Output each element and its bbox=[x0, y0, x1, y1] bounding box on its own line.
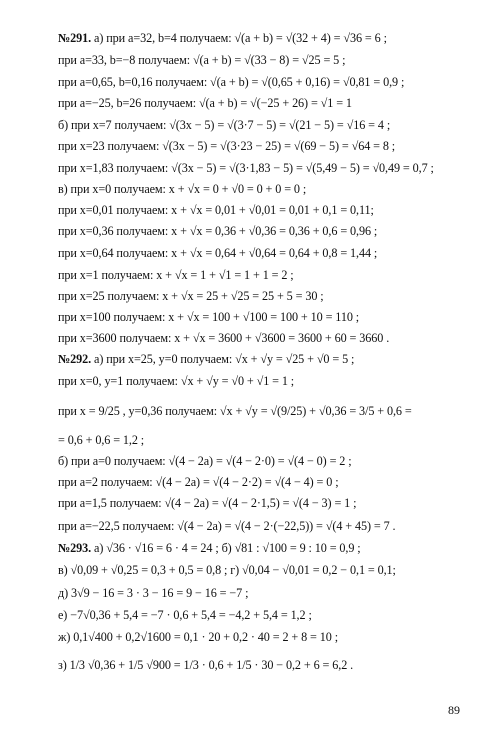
line-291v-6 bbox=[58, 288, 478, 304]
line-text: а) √36 · √16 = 6 · 4 = 24 ; б) √81 : √100 = 9 : 10 = 0,9 ; bbox=[91, 541, 361, 555]
line-291b bbox=[58, 117, 478, 133]
line-text: при x=1,83 получаем: √(3x − 5) = √(3·1,83 − 5) = √(5,49 − 5) = √0,49 = 0,7 ; bbox=[58, 161, 434, 175]
line-293zh bbox=[58, 629, 478, 645]
line-293ab bbox=[58, 540, 478, 556]
line-291a-2 bbox=[58, 52, 478, 68]
line-292a-3 bbox=[58, 403, 478, 420]
line-291v-3 bbox=[58, 223, 478, 239]
line-text: при x=100 получаем: x + √x = 100 + √100 = 100 + 10 = 110 ; bbox=[58, 310, 360, 324]
line-text: в) при x=0 получаем: x + √x = 0 + √0 = 0 + 0 = 0 ; bbox=[58, 182, 307, 196]
line-text: при x = 9/25 , y=0,36 получаем: √x + √y = √(9/25) + √0,36 = 3/5 + 0,6 = bbox=[58, 404, 412, 418]
line-text: при x=0, y=1 получаем: √x + √y = √0 + √1 = 1 ; bbox=[58, 374, 295, 388]
line-293d bbox=[58, 585, 478, 601]
line-text: б) при a=0 получаем: √(4 − 2a) = √(4 − 2·0) = √(4 − 0) = 2 ; bbox=[58, 454, 352, 468]
problem-number-293: №293. bbox=[58, 541, 92, 555]
line-text: при a=−22,5 получаем: √(4 − 2a) = √(4 − 2·(−22,5)) = √(4 + 45) = 7 . bbox=[58, 519, 396, 533]
line-text: при x=25 получаем: x + √x = 25 + √25 = 25 + 5 = 30 ; bbox=[58, 289, 324, 303]
line-text: в) √0,09 + √0,25 = 0,3 + 0,5 = 0,8 ; г) √0,04 − √0,01 = 0,2 − 0,1 = 0,1; bbox=[58, 563, 396, 577]
line-292a-2 bbox=[58, 373, 478, 389]
line-291v-5 bbox=[58, 267, 478, 283]
line-text: = 0,6 + 0,6 = 1,2 ; bbox=[58, 433, 145, 447]
line-292b bbox=[58, 453, 478, 469]
line-291v-8 bbox=[58, 330, 478, 346]
line-text: при a=1,5 получаем: √(4 − 2a) = √(4 − 2·1,5) = √(4 − 3) = 1 ; bbox=[58, 496, 357, 510]
line-text: з) 1/3 √0,36 + 1/5 √900 = 1/3 · 0,6 + 1/5 · 30 − 0,2 + 6 = 6,2 . bbox=[58, 658, 354, 672]
line-293z bbox=[58, 656, 478, 674]
line-291a-4 bbox=[58, 95, 478, 111]
page-number: 89 bbox=[448, 703, 460, 717]
problem-number-292: №292. bbox=[58, 352, 92, 366]
line-293e bbox=[58, 607, 478, 623]
line-291v-4 bbox=[58, 245, 478, 261]
line-292b-2 bbox=[58, 474, 478, 490]
line-291v-2 bbox=[58, 202, 478, 218]
line-291b-3 bbox=[58, 160, 478, 176]
line-text: е) −7√0,36 + 5,4 = −7 · 0,6 + 5,4 = −4,2 + 5,4 = 1,2 ; bbox=[58, 608, 312, 622]
line-text: б) при x=7 получаем: √(3x − 5) = √(3·7 − 5) = √(21 − 5) = √16 = 4 ; bbox=[58, 118, 391, 132]
line-292a-4 bbox=[58, 432, 478, 448]
line-291a-3 bbox=[58, 74, 478, 90]
line-291v bbox=[58, 181, 478, 197]
line-text: при x=0,36 получаем: x + √x = 0,36 + √0,36 = 0,36 + 0,6 = 0,96 ; bbox=[58, 224, 378, 238]
line-text: при a=−25, b=26 получаем: √(a + b) = √(−25 + 26) = √1 = 1 bbox=[58, 96, 352, 110]
line-text: при a=2 получаем: √(4 − 2a) = √(4 − 2·2) = √(4 − 4) = 0 ; bbox=[58, 475, 339, 489]
line-text: д) 3√9 − 16 = 3 · 3 − 16 = 9 − 16 = −7 ; bbox=[58, 586, 249, 600]
line-292b-4 bbox=[58, 518, 478, 534]
line-291b-2 bbox=[58, 138, 478, 154]
line-text: ж) 0,1√400 + 0,2√1600 = 0,1 · 20 + 0,2 · 40 = 2 + 8 = 10 ; bbox=[58, 630, 338, 644]
line-text: при x=0,01 получаем: x + √x = 0,01 + √0,01 = 0,01 + 0,1 = 0,11; bbox=[58, 203, 374, 217]
line-text: при x=1 получаем: x + √x = 1 + √1 = 1 + 1 = 2 ; bbox=[58, 268, 294, 282]
problem-number-291: №291. bbox=[58, 31, 92, 45]
line-text: при x=0,64 получаем: x + √x = 0,64 + √0,64 = 0,64 + 0,8 = 1,44 ; bbox=[58, 246, 378, 260]
line-291v-7 bbox=[58, 309, 478, 325]
line-text: при a=0,65, b=0,16 получаем: √(a + b) = √(0,65 + 0,16) = √0,81 = 0,9 ; bbox=[58, 75, 405, 89]
line-291a bbox=[58, 30, 478, 46]
line-text: а) при x=25, y=0 получаем: √x + √y = √25 + √0 = 5 ; bbox=[91, 352, 355, 366]
line-293vg bbox=[58, 562, 478, 578]
line-292a bbox=[58, 351, 478, 367]
line-text: а) при a=32, b=4 получаем: √(a + b) = √(32 + 4) = √36 = 6 ; bbox=[91, 31, 387, 45]
line-text: при a=33, b=−8 получаем: √(a + b) = √(33 − 8) = √25 = 5 ; bbox=[58, 53, 346, 67]
line-292b-3 bbox=[58, 495, 478, 511]
line-text: при x=3600 получаем: x + √x = 3600 + √3600 = 3600 + 60 = 3660 . bbox=[58, 331, 390, 345]
line-text: при x=23 получаем: √(3x − 5) = √(3·23 − 25) = √(69 − 5) = √64 = 8 ; bbox=[58, 139, 396, 153]
